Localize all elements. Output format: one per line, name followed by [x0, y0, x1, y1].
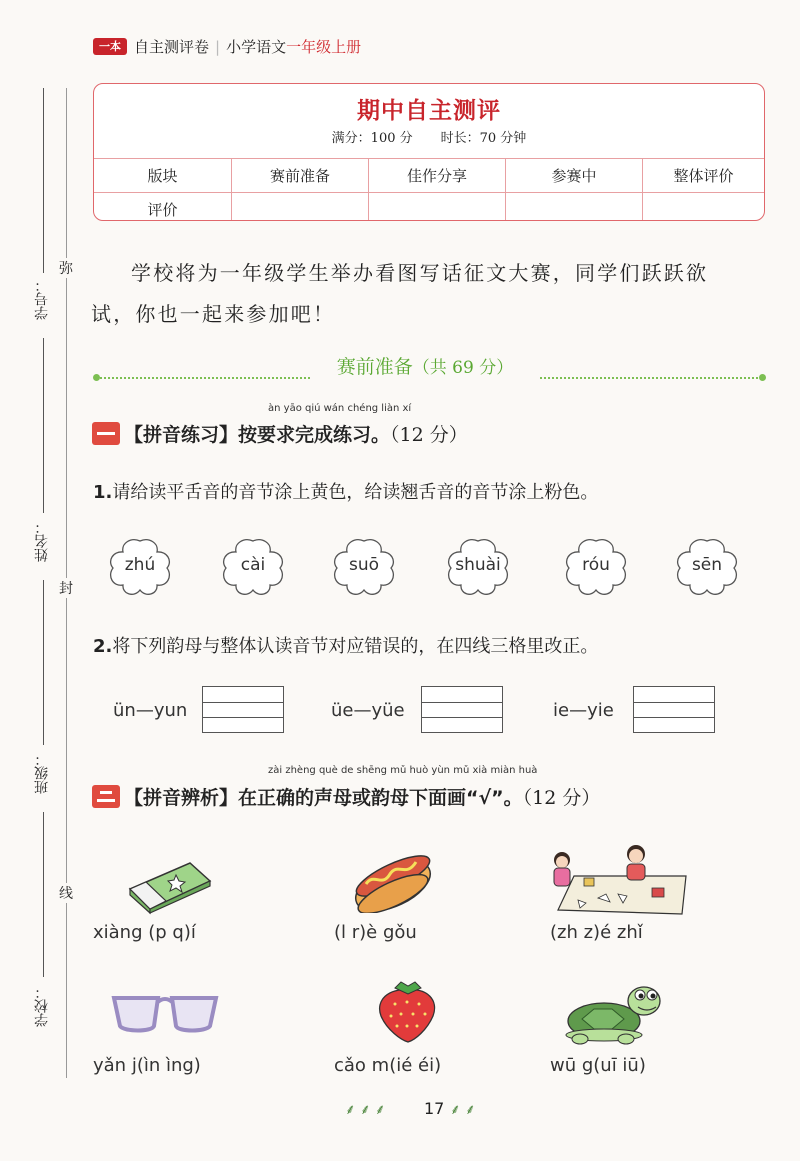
syllable-text: suō: [348, 555, 380, 575]
syllable-text: róu: [582, 555, 610, 575]
q2-number-badge: [92, 785, 120, 808]
sub1-number: 1.: [93, 482, 113, 503]
syllable-flower[interactable]: [674, 537, 740, 595]
caption-hotdog: (l r)è gǒu: [334, 922, 417, 943]
intro-line-1: 学校将为一年级学生举办看图写话征文大赛，同学们跃跃欲: [131, 261, 709, 285]
caption-strawberry: cǎo m(ié éi): [334, 1055, 442, 1076]
q2-label: 【拼音辨析】在正确的声母或韵母下面画“√”。: [124, 787, 523, 809]
writing-grid[interactable]: [633, 686, 715, 733]
section-points: （共 69 分）: [412, 358, 514, 378]
seal-char-1: 弥: [59, 258, 73, 278]
header-grade: 一年级上册: [286, 38, 362, 56]
q1-sub1: [93, 478, 598, 504]
syllable-flower[interactable]: [445, 537, 511, 595]
q2-pinyin: zài zhèng què de shēng mǔ huò yùn mǔ xià miàn huà: [268, 765, 538, 776]
q2-points: （12 分）: [522, 787, 601, 809]
glasses-icon: [110, 990, 220, 1038]
intro-line-2: 试，你也一起来参加吧！: [91, 302, 336, 326]
page-number: 17: [424, 1099, 445, 1118]
table-row: [94, 193, 764, 222]
syllable-text: sēn: [691, 555, 723, 575]
class-field[interactable]: [43, 580, 44, 745]
school-label: 学校：: [34, 985, 50, 1027]
syllable-text: zhú: [124, 555, 156, 575]
q1-sub2: [93, 632, 598, 658]
sprout-decoration-icon: ⸙ ⸙ ⸙: [345, 1102, 386, 1118]
section-title-text: 赛前准备: [336, 356, 413, 378]
table-row: [94, 159, 764, 193]
full-score: 满分：100 分: [331, 131, 413, 146]
school-field[interactable]: [43, 812, 44, 977]
header-subject: 小学语文: [226, 38, 287, 56]
pair-text: üe—yüe: [331, 700, 405, 721]
turtle-icon: [562, 975, 667, 1047]
caption-eraser: xiàng (p q)í: [93, 922, 196, 943]
divider-dot: [759, 374, 766, 381]
name-field[interactable]: [43, 338, 44, 513]
student-id-field[interactable]: [43, 88, 44, 273]
q1-title: [124, 420, 468, 447]
seal-char-2: 封: [59, 578, 73, 598]
header-series: 自主测评卷: [134, 38, 210, 56]
q2-title: [124, 783, 600, 810]
divider-dot: [93, 374, 100, 381]
evaluation-cell[interactable]: [643, 193, 765, 222]
sub2-number: 2.: [93, 636, 113, 657]
header-title: 自主测评卷 | 小学语文一年级上册: [134, 38, 362, 56]
eraser-icon: [122, 855, 217, 915]
table-header-cell: 整体评价: [643, 159, 765, 193]
evaluation-cell[interactable]: [506, 193, 643, 222]
table-header-cell: 参赛中: [506, 159, 643, 193]
table-header-cell: 版块: [94, 159, 232, 193]
sub2-text: 将下列韵母与整体认读音节对应错误的，在四线三格里改正。: [112, 636, 599, 657]
sub1-text: 请给读平舌音的音节涂上黄色，给读翘舌音的音节涂上粉色。: [112, 482, 599, 503]
syllable-flower[interactable]: [107, 537, 173, 595]
pair-text: ie—yie: [553, 700, 614, 721]
strawberry-icon: [375, 978, 441, 1044]
section-title: [310, 352, 540, 379]
test-meta: [94, 127, 764, 146]
series-logo: 一本: [93, 38, 127, 55]
q1-label: 【拼音练习】按要求完成练习。: [124, 424, 391, 446]
pair-text: ün—yun: [113, 700, 188, 721]
q1-number-badge: [92, 422, 120, 445]
hotdog-icon: [348, 838, 438, 913]
student-id-label: 学号：: [34, 278, 50, 320]
table-header-cell: 佳作分享: [369, 159, 506, 193]
score-box: [93, 83, 765, 221]
syllable-text: shuài: [455, 555, 501, 575]
evaluation-cell[interactable]: [369, 193, 506, 222]
duration: 时长：70 分钟: [440, 131, 527, 146]
sprout-decoration-icon: ⸙ ⸙: [450, 1102, 476, 1118]
table-header-cell: 赛前准备: [232, 159, 369, 193]
evaluation-table: [94, 158, 764, 221]
writing-grid[interactable]: [202, 686, 284, 733]
test-title: 期中自主测评: [357, 98, 501, 124]
evaluation-cell[interactable]: [232, 193, 369, 222]
syllable-flower[interactable]: [220, 537, 286, 595]
syllable-flower[interactable]: [331, 537, 397, 595]
caption-origami: (zh z)é zhǐ: [550, 922, 643, 943]
name-label: 姓名：: [34, 520, 50, 562]
syllable-text: cài: [240, 555, 266, 575]
seal-char-3: 线: [59, 883, 73, 903]
writing-grid[interactable]: [421, 686, 503, 733]
syllable-flower[interactable]: [563, 537, 629, 595]
q1-points: （12 分）: [390, 424, 468, 446]
class-label: 班级：: [34, 752, 50, 794]
children-playing-icon: [548, 838, 688, 918]
caption-glasses: yǎn j(ìn ìng): [93, 1055, 201, 1076]
q1-pinyin: àn yāo qiú wán chéng liàn xí: [268, 403, 412, 414]
caption-turtle: wū g(uī iū): [550, 1055, 646, 1076]
table-row-label: 评价: [94, 193, 232, 222]
